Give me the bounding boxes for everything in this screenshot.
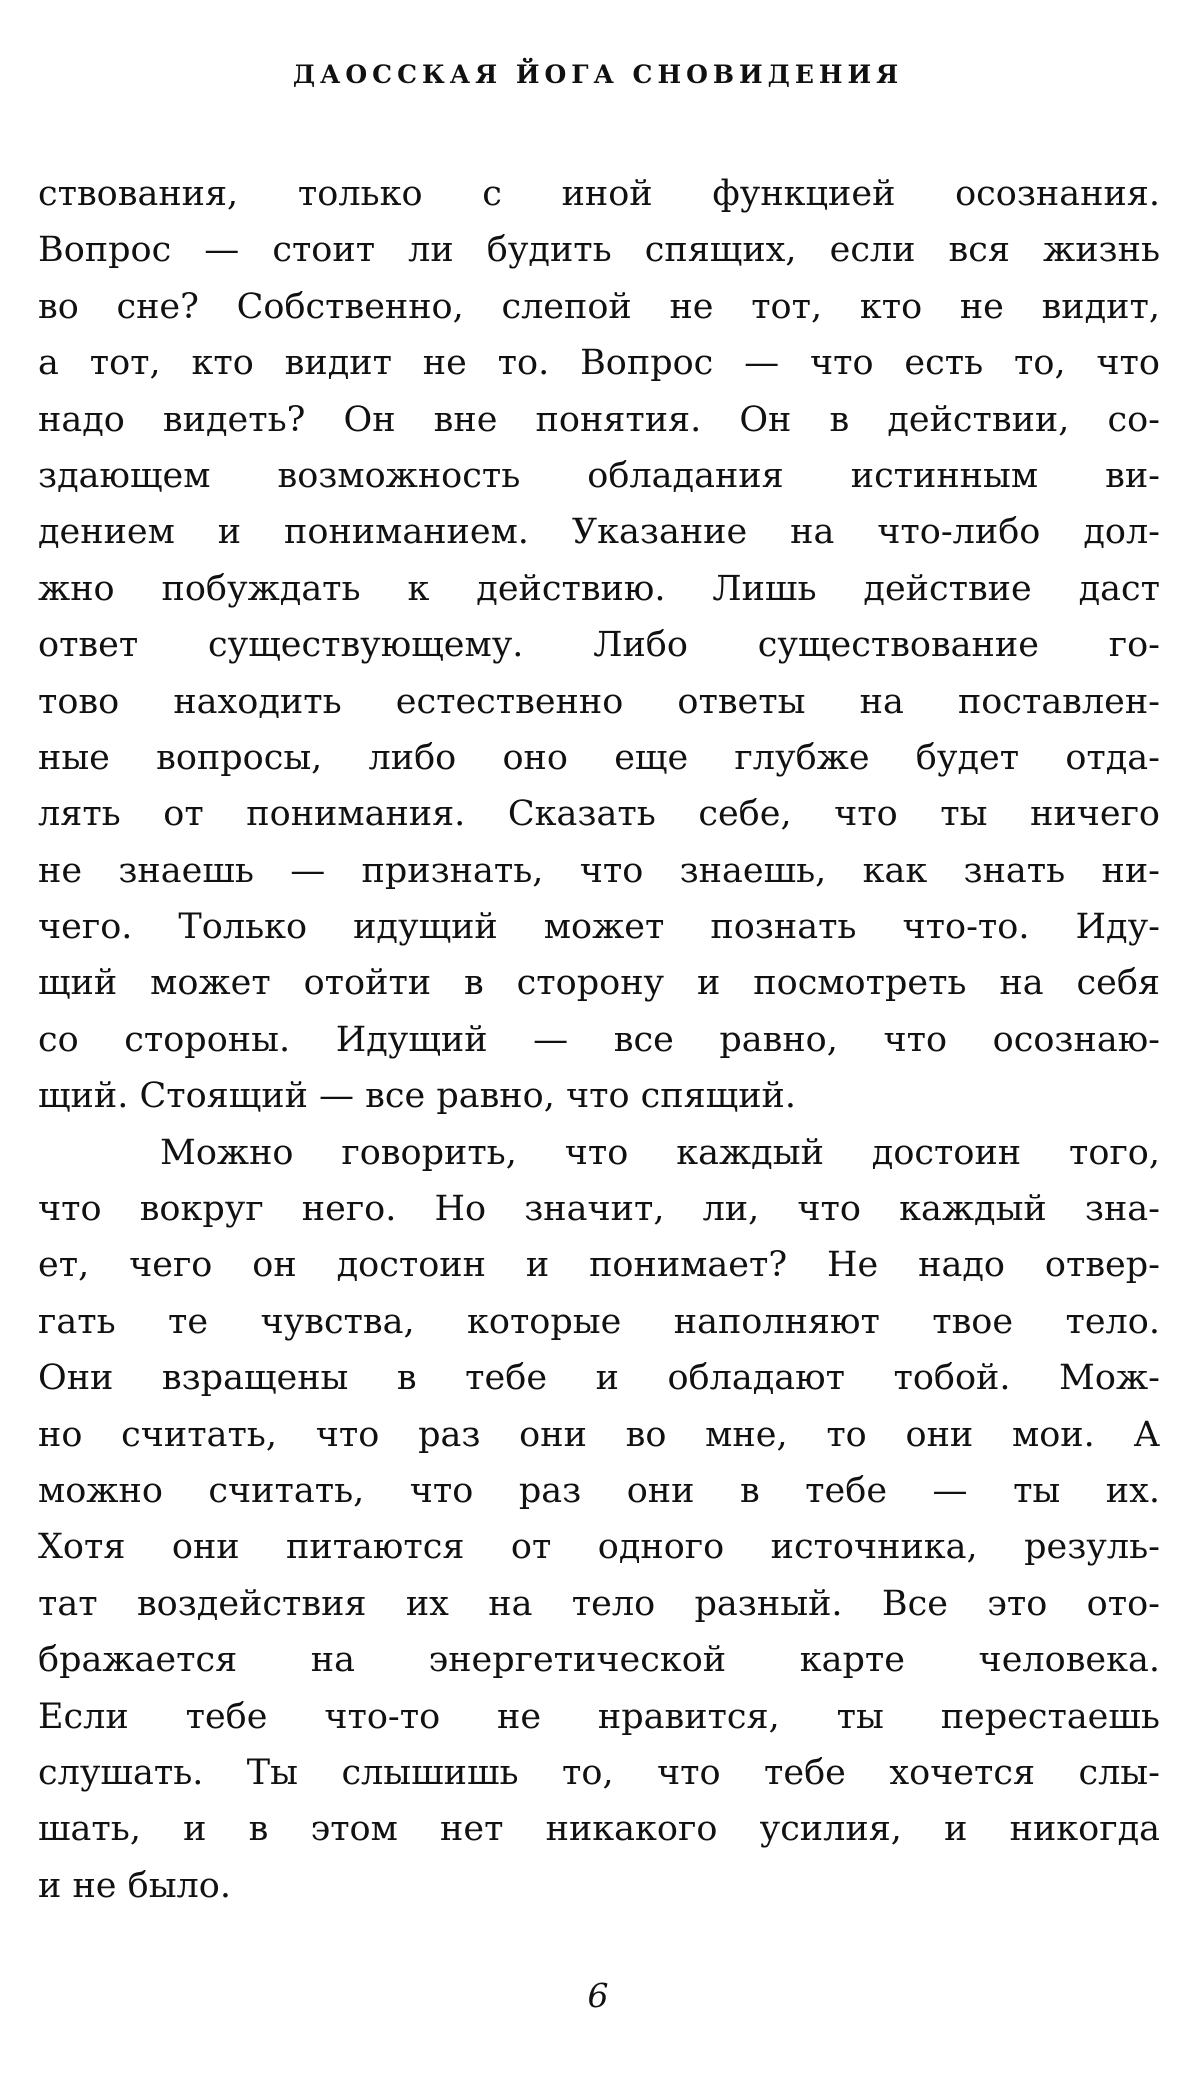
paragraph-2 [38,1125,1160,1914]
text-line: не знаешь — признать, что знаешь, как знать ни- [38,850,1160,891]
text-line: Хотя они питаются от одного источника, резуль- [38,1527,1160,1568]
text-line: щий. Стоящий — все равно, что спящий. [38,1076,796,1117]
text-line: можно считать, что раз они в тебе — ты их. [38,1470,1160,1511]
text-line: тово находить естественно ответы на поставлен- [38,681,1160,722]
text-line: ет, чего он достоин и понимает? Не надо отвер- [38,1245,1160,1286]
text-line: здающем возможность обладания истинным ви- [38,455,1160,496]
text-line: бражается на энергетической карте человека. [38,1640,1160,1681]
text-line: ные вопросы, либо оно еще глубже будет отда- [38,737,1160,778]
text-line: чего. Только идущий может познать что-то. Иду- [38,907,1160,948]
text-line: жно побуждать к действию. Лишь действие даст [38,568,1160,609]
body-text [38,166,1160,1914]
text-line: но считать, что раз они во мне, то они мои. А [38,1414,1160,1455]
text-line: лять от понимания. Сказать себе, что ты ничего [38,794,1160,835]
text-line: тат воздействия их на тело разный. Все это ото- [38,1583,1160,1624]
paragraph-1 [38,166,1160,1125]
text-line: во сне? Собственно, слепой не тот, кто не видит, [38,286,1160,327]
text-line: гать те чувства, которые наполняют твое тело. [38,1301,1160,1342]
text-line: Можно говорить, что каждый достоин того, [160,1132,1160,1173]
text-line: щий может отойти в сторону и посмотреть на себя [38,963,1160,1004]
text-line: а тот, кто видит не то. Вопрос — что есть то, что [38,343,1160,384]
text-line: со стороны. Идущий — все равно, что осознаю- [38,1019,1160,1060]
text-line: что вокруг него. Но значит, ли, что каждый зна- [38,1189,1160,1230]
text-line: слушать. Ты слышишь то, что тебе хочется слы- [38,1752,1160,1793]
text-line: дением и пониманием. Указание на что-либо дол- [38,512,1160,553]
text-line: Если тебе что-то не нравится, ты перестаешь [38,1696,1160,1737]
text-line: ствования, только с иной функцией осознания. [38,174,1160,214]
page-number: 6 [587,1976,609,2015]
text-line: ответ существующему. Либо существование го- [38,625,1160,666]
text-line: Вопрос — стоит ли будить спящих, если вся жизнь [38,230,1160,271]
running-head: ДАОССКАЯ ЙОГА СНОВИДЕНИЯ [292,60,904,89]
text-line: Они взращены в тебе и обладают тобой. Мож- [38,1358,1160,1399]
text-line: надо видеть? Он вне понятия. Он в действии, со- [38,399,1160,440]
text-line: и не было. [38,1865,231,1906]
text-line: шать, и в этом нет никакого усилия, и никогда [38,1809,1160,1850]
